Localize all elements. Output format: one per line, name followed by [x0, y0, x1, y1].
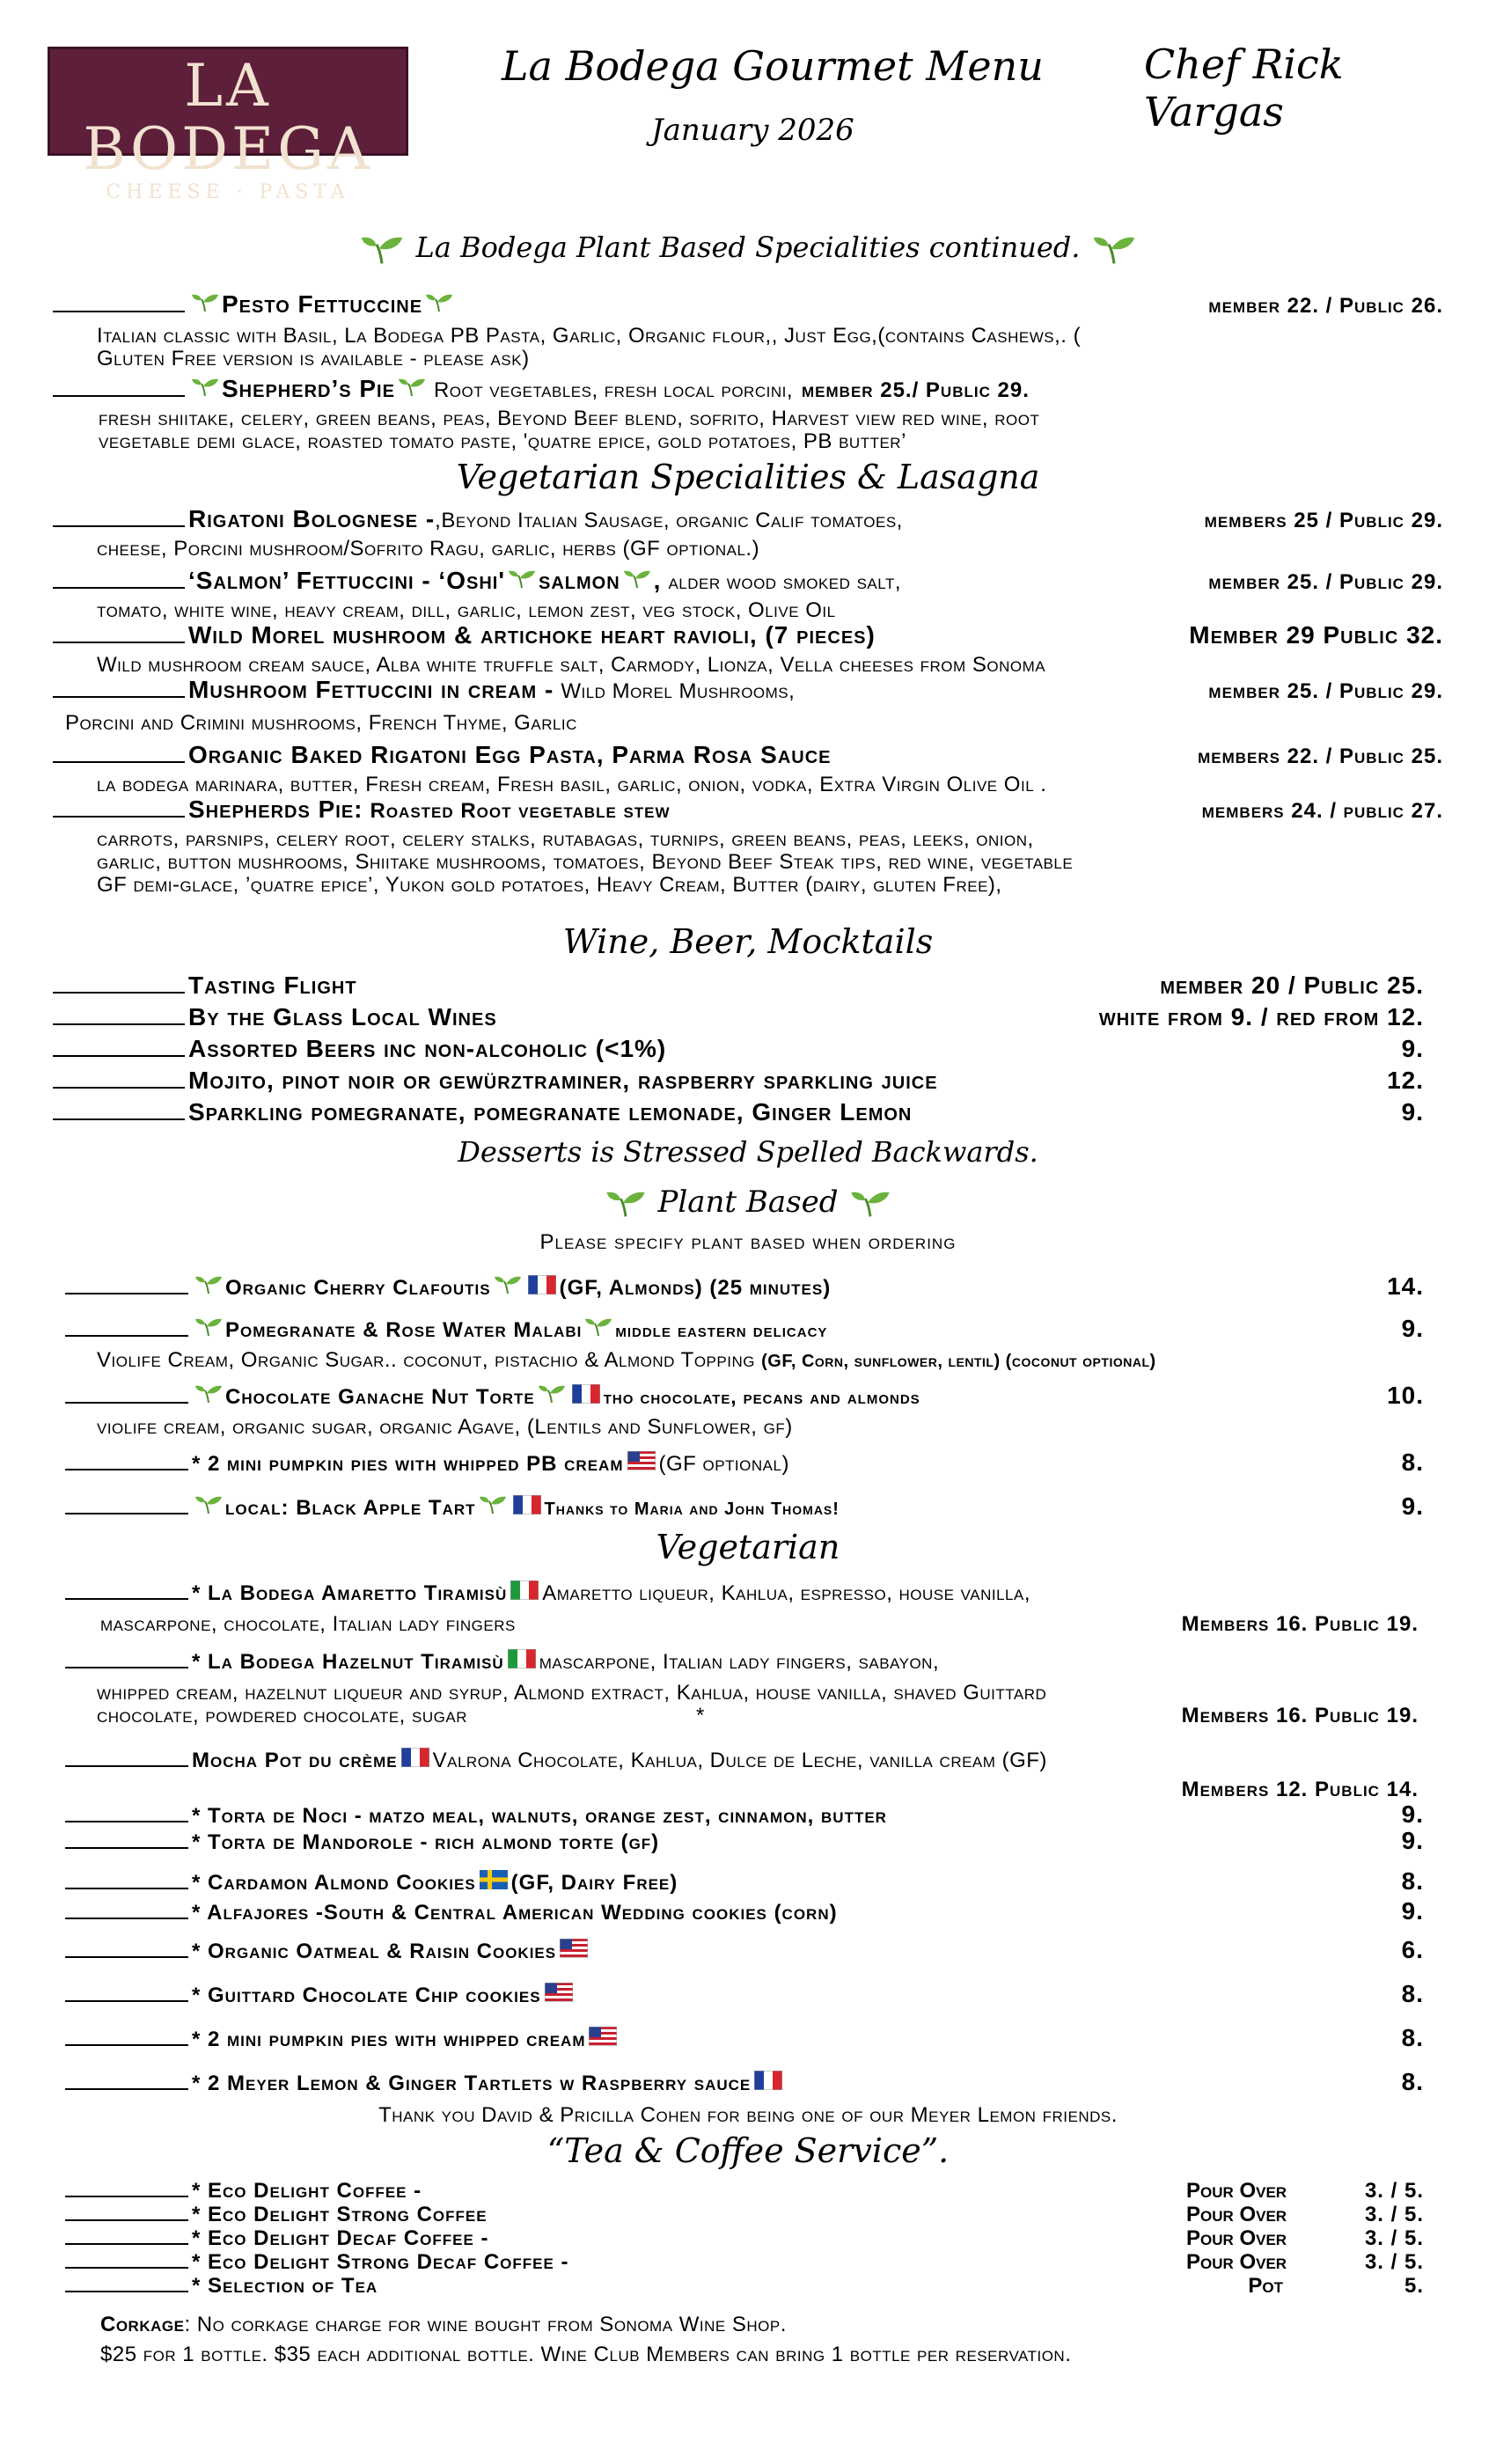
sprout-icon: [194, 1275, 223, 1294]
item-price: members 24. / public 27.: [1201, 799, 1443, 823]
menu-item-tasting-flight: [53, 972, 1443, 1000]
section-veg-lasagna: Vegetarian Specialities & Lasagna: [456, 458, 1040, 496]
order-blank[interactable]: [65, 1956, 188, 1958]
item-name: Chocolate Ganache Nut Torte: [225, 1385, 535, 1409]
menu-item-mojito: [53, 1067, 1443, 1095]
item-service: Pot: [1248, 2274, 1283, 2298]
item-service: Pour Over: [1186, 2250, 1287, 2274]
sprout-icon: [360, 235, 404, 265]
section-tea-coffee: “Tea & Coffee Service”.: [546, 2131, 950, 2170]
item-price: 12.: [1387, 1067, 1424, 1094]
menu-item-eco-coffee: [65, 2179, 1443, 2204]
item-description: mascarpone, chocolate, Italian lady fingers: [100, 1612, 516, 1636]
item-note: (GF, Dairy Free): [510, 1871, 678, 1895]
corkage-line-2: $25 for 1 bottle. $35 each additional bottle. Wine Club Members can bring 1 bottle per reservation.: [100, 2343, 1072, 2366]
menu-item-baked-rigatoni: [53, 741, 1443, 769]
menu-item-chocolate-chip-cookies: [65, 1980, 1443, 2008]
order-blank[interactable]: [65, 1667, 188, 1668]
item-price: 9.: [1401, 1897, 1424, 1925]
item-name: local: Black Apple Tart: [225, 1496, 476, 1520]
item-price: Members 16. Public 19.: [1181, 1612, 1419, 1636]
item-inline-desc: ,Beyond Italian Sausage, organic Calif tomatoes,: [435, 509, 903, 532]
sprout-icon: [584, 1317, 612, 1337]
order-blank[interactable]: [53, 1023, 185, 1025]
order-blank[interactable]: [65, 1918, 188, 1919]
item-description: garlic, button mushrooms, Shiitake mushrooms, tomatoes, Beyond Beef Steak tips, red wine, vegetable: [97, 850, 1074, 874]
sprout-icon: [194, 1495, 223, 1514]
item-price: Member 29 Public 32.: [1189, 621, 1443, 649]
item-description: Italian classic with Basil, La Bodega PB Pasta, Garlic, Organic flour,, Just Egg,(contains Cashews,. (: [97, 324, 1082, 348]
item-price: Members 16. Public 19.: [1181, 1704, 1419, 1727]
item-name: Mojito, pinot noir or gewürztraminer, raspberry sparkling juice: [188, 1067, 938, 1094]
menu-item-cardamon-cookies: [65, 1867, 1443, 1896]
item-service: Pour Over: [1186, 2226, 1287, 2250]
item-name: * Eco Delight Strong Coffee: [192, 2203, 488, 2226]
item-name: * 2 mini pumpkin pies with whipped cream: [192, 2028, 586, 2051]
usa-flag-icon: [560, 1939, 588, 1958]
usa-flag-icon: [545, 1983, 573, 2002]
order-blank[interactable]: [65, 2243, 188, 2245]
item-description: whipped cream, hazelnut liqueur and syrup, Almond extract, Kahlua, house vanilla, shaved Guittard: [97, 1681, 1047, 1705]
section-pb-continued: [0, 231, 1496, 265]
item-price: 6.: [1401, 1936, 1424, 1963]
order-blank[interactable]: [65, 1821, 188, 1822]
sprout-icon: [850, 1190, 891, 1218]
order-blank[interactable]: [53, 642, 185, 643]
order-blank[interactable]: [65, 1293, 188, 1294]
menu-title: La Bodega Gourmet Menu: [502, 42, 1044, 90]
order-blank[interactable]: [65, 2088, 188, 2090]
menu-item-torta-mandorole: [65, 1827, 1443, 1855]
italy-flag-icon: [508, 1649, 536, 1668]
menu-item-eco-strong-coffee: [65, 2203, 1443, 2227]
sprout-icon: [425, 293, 453, 312]
item-name: Shepherd’s Pie: [222, 375, 395, 402]
item-name: * Alfajores -South & Central American Wedding cookies (corn): [192, 1901, 838, 1925]
menu-item-pesto-fettuccine: [53, 290, 1443, 319]
item-name: * Organic Oatmeal & Raisin Cookies: [192, 1940, 557, 1963]
usa-flag-icon: [627, 1451, 656, 1470]
menu-item-eco-strong-decaf: [65, 2250, 1443, 2275]
france-flag-icon: [572, 1384, 600, 1404]
item-price: 10.: [1387, 1382, 1424, 1409]
section-vegetarian: Vegetarian: [656, 1528, 840, 1566]
order-blank[interactable]: [53, 761, 185, 763]
item-name: Sparkling pomegranate, pomegranate lemonade, Ginger Lemon: [188, 1098, 913, 1126]
chef-name: Chef Rick Vargas: [1144, 40, 1344, 136]
menu-item-oatmeal-cookies: [65, 1936, 1443, 1964]
item-price: 9.: [1401, 1800, 1424, 1828]
usa-flag-icon: [589, 2027, 617, 2046]
item-name: * Guittard Chocolate Chip cookies: [192, 1984, 541, 2007]
menu-item-meyer-lemon-tartlets: [65, 2068, 1443, 2096]
item-note: tho chocolate, pecans and almonds: [603, 1386, 920, 1408]
order-blank[interactable]: [65, 2000, 188, 2002]
menu-item-salmon-fettuccini: [53, 567, 1443, 595]
france-flag-icon: [513, 1495, 541, 1514]
item-inline-desc: Valrona Chocolate, Kahlua, Dulce de Leche, vanilla cream (GF): [432, 1749, 1047, 1772]
item-price: 8.: [1401, 2024, 1424, 2051]
item-price: 3. / 5.: [1364, 2250, 1424, 2274]
item-name: ‘Salmon’ Fettuccini - ‘Oshi': [188, 567, 505, 594]
item-description-row: [97, 1704, 1419, 1728]
item-price: member 25./ Public 29.: [802, 378, 1030, 402]
menu-item-ganache-torte: [65, 1382, 1443, 1410]
item-price: member 25. / Public 29.: [1208, 570, 1443, 594]
order-blank[interactable]: [65, 2044, 188, 2046]
item-name: * Torta de Mandorole - rich almond torte (gf): [192, 1830, 660, 1854]
item-name: * 2 Meyer Lemon & Ginger Tartlets w Raspberry sauce: [192, 2072, 752, 2095]
item-name: * La Bodega Amaretto Tiramisù: [192, 1581, 508, 1605]
sprout-icon: [194, 1384, 223, 1404]
menu-item-glass-wines: [53, 1003, 1443, 1031]
menu-item-hazelnut-tiramisu: [65, 1649, 1443, 1675]
item-name: * Selection of Tea: [192, 2274, 378, 2298]
item-price-row: [65, 1778, 1419, 1802]
sprout-icon: [191, 378, 219, 397]
menu-item-beers: [53, 1035, 1443, 1063]
item-inline-desc: Amaretto liqueur, Kahlua, espresso, house vanilla,: [542, 1581, 1030, 1605]
order-blank[interactable]: [65, 2267, 188, 2269]
order-blank[interactable]: [65, 1469, 188, 1470]
order-blank[interactable]: [53, 311, 185, 312]
item-name: * La Bodega Hazelnut Tiramisù: [192, 1650, 504, 1674]
sprout-icon: [538, 1384, 566, 1404]
item-price: 3. / 5.: [1364, 2203, 1424, 2226]
item-name: Pomegranate & Rose Water Malabi: [225, 1318, 583, 1342]
section-plant-based: [0, 1184, 1496, 1220]
corkage-label: Corkage: [100, 2313, 185, 2336]
item-note: *: [695, 1704, 705, 1727]
item-name: Rigatoni Bolognese -: [188, 505, 436, 532]
menu-item-shepherds-pie: [53, 796, 1443, 824]
item-price: 9.: [1401, 1035, 1424, 1062]
item-price: 9.: [1401, 1098, 1424, 1126]
item-name: Mushroom Fettuccini in cream -: [188, 676, 554, 703]
item-service: Pour Over: [1186, 2179, 1287, 2203]
sprout-icon: [605, 1190, 646, 1218]
item-description: chocolate, powdered chocolate, sugar: [97, 1704, 467, 1727]
item-name: * Torta de Noci - matzo meal, walnuts, orange zest, cinnamon, butter: [192, 1804, 887, 1828]
logo-name: LA BODEGA: [83, 52, 373, 183]
item-inline-desc: mascarpone, Italian lady fingers, sabayon,: [539, 1650, 940, 1674]
sprout-icon: [194, 1317, 223, 1337]
france-flag-icon: [754, 2071, 782, 2090]
menu-item-shepherds-pie-pb: [53, 375, 1443, 403]
item-description: Gluten Free version is available - please ask): [97, 347, 530, 370]
item-description: Porcini and Crimini mushrooms, French Thyme, Garlic: [65, 711, 577, 735]
menu-item-mushroom-fettuccini: [53, 676, 1443, 704]
order-blank[interactable]: [53, 1118, 185, 1120]
logo-subtitle: CHEESE · PASTA: [106, 181, 350, 203]
item-price: 8.: [1401, 2068, 1424, 2095]
sprout-icon: [494, 1275, 522, 1294]
item-name: Organic Cherry Clafoutis: [225, 1276, 491, 1300]
item-description: violife cream, organic sugar, organic Agave, (Lentils and Sunflower, gf): [97, 1415, 793, 1439]
menu-item-eco-decaf-coffee: [65, 2226, 1443, 2251]
section-title: Plant Based: [657, 1184, 839, 1220]
order-blank[interactable]: [65, 1402, 188, 1404]
menu-item-torta-noci: [65, 1800, 1443, 1829]
item-price: 8.: [1401, 1448, 1424, 1476]
item-name-part: ,: [653, 567, 662, 594]
item-price: member 25. / Public 29.: [1208, 679, 1443, 703]
item-name: Mocha Pot du crème: [192, 1749, 398, 1772]
item-note: (GF, Almonds) (25 minutes): [559, 1276, 832, 1300]
sweden-flag-icon: [480, 1870, 508, 1889]
item-inline-desc: Roasted Root vegetable stew: [370, 799, 671, 823]
italy-flag-icon: [510, 1580, 539, 1600]
item-description: la bodega marinara, butter, Fresh cream, Fresh basil, garlic, onion, vodka, Extra Virgin Olive Oil .: [97, 773, 1047, 796]
menu-item-wild-morel-ravioli: [53, 621, 1443, 649]
sprout-icon: [479, 1495, 507, 1514]
france-flag-icon: [528, 1275, 556, 1294]
item-description: [97, 1348, 1443, 1373]
order-blank[interactable]: [53, 525, 185, 527]
sprout-icon: [508, 569, 536, 589]
item-service: Pour Over: [1186, 2203, 1287, 2226]
order-blank[interactable]: [53, 1087, 185, 1089]
section-wine-beer: Wine, Beer, Mocktails: [562, 922, 934, 961]
order-blank[interactable]: [53, 587, 185, 589]
item-description-row: [100, 1612, 1419, 1637]
sprout-icon: [1092, 235, 1136, 265]
item-name: * Eco Delight Coffee -: [192, 2179, 422, 2203]
item-price: 14.: [1387, 1272, 1424, 1300]
item-name: Tasting Flight: [188, 972, 357, 999]
section-title: La Bodega Plant Based Specialities continued.: [415, 231, 1081, 264]
order-blank[interactable]: [53, 992, 185, 994]
menu-item-sparkling: [53, 1098, 1443, 1126]
order-blank[interactable]: [65, 1888, 188, 1889]
order-blank[interactable]: [53, 696, 185, 698]
item-price: member 22. / Public 26.: [1208, 294, 1443, 318]
item-description: vegetable demi glace, roasted tomato paste, 'quatre epice, gold potatoes, PB butter’: [99, 429, 906, 453]
item-price: 8.: [1401, 1980, 1424, 2007]
item-price: member 20 / Public 25.: [1160, 972, 1424, 999]
item-allergens: (GF, Corn, sunflower, lentil) (coconut optional): [761, 1352, 1156, 1371]
item-note: Thanks to Maria and John Thomas!: [544, 1500, 840, 1519]
item-price: 8.: [1401, 1867, 1424, 1895]
order-blank[interactable]: [53, 1055, 185, 1057]
meyer-lemon-thanks: Thank you David & Pricilla Cohen for being one of our Meyer Lemon friends.: [378, 2103, 1118, 2127]
menu-item-alfajores: [65, 1897, 1443, 1925]
item-name: Wild Morel mushroom & artichoke heart ravioli, (7 pieces): [188, 621, 876, 649]
item-note: middle eastern delicacy: [615, 1319, 828, 1341]
item-name: Organic Baked Rigatoni Egg Pasta, Parma Rosa Sauce: [188, 741, 832, 768]
item-name: Shepherds Pie:: [188, 796, 363, 823]
section-desserts: Desserts is Stressed Spelled Backwards.: [458, 1135, 1038, 1169]
sprout-icon: [191, 293, 219, 312]
item-price: members 22. / Public 25.: [1198, 744, 1443, 768]
order-blank[interactable]: [65, 1513, 188, 1514]
menu-item-selection-tea: [65, 2274, 1443, 2299]
menu-item-cherry-clafoutis: [65, 1272, 1443, 1301]
item-price: 9.: [1401, 1315, 1424, 1342]
item-description: Wild mushroom cream sauce, Alba white truffle salt, Carmody, Lionza, Vella cheeses from Sonoma: [97, 653, 1046, 677]
item-price: 9.: [1401, 1827, 1424, 1854]
order-blank[interactable]: [65, 2291, 188, 2292]
item-price: Members 12. Public 14.: [1181, 1778, 1419, 1801]
item-name: Pesto Fettuccine: [222, 290, 423, 318]
order-blank[interactable]: [65, 1765, 188, 1767]
corkage-text: : No corkage charge for wine bought from Sonoma Wine Shop.: [184, 2313, 787, 2336]
item-inline-desc: alder wood smoked salt,: [668, 570, 902, 594]
item-inline-desc: Wild Morel Mushrooms,: [561, 679, 796, 703]
item-name-part: salmon: [539, 567, 620, 594]
order-blank[interactable]: [65, 2196, 188, 2197]
sprout-icon: [623, 569, 651, 589]
item-name: * 2 mini pumpkin pies with whipped PB cream: [192, 1452, 624, 1476]
item-name: * Eco Delight Decaf Coffee -: [192, 2226, 489, 2250]
item-price: 5.: [1404, 2274, 1424, 2298]
item-name: By the Glass Local Wines: [188, 1003, 497, 1030]
plant-based-note: Please specify plant based when ordering: [539, 1230, 957, 1254]
france-flag-icon: [401, 1748, 429, 1767]
item-description: carrots, parsnips, celery root, celery stalks, rutabagas, turnips, green beans, peas, leeks, onion,: [97, 827, 1034, 851]
menu-item-pumpkin-pies: [65, 2024, 1443, 2052]
corkage-line-1: [100, 2313, 1443, 2337]
item-price: members 25 / Public 29.: [1204, 509, 1443, 532]
menu-item-pumpkin-pies-pb: [65, 1448, 1443, 1477]
item-name: Assorted Beers inc non-alcoholic (<1%): [188, 1035, 667, 1062]
order-blank[interactable]: [65, 1598, 188, 1600]
item-description-text: Violife Cream, Organic Sugar.. coconut, pistachio & Almond Topping: [97, 1348, 755, 1372]
item-name: * Cardamon Almond Cookies: [192, 1871, 476, 1895]
item-description: GF demi-glace, ’quatre epice’, Yukon gold potatoes, Heavy Cream, Butter (dairy, gluten Free),: [97, 873, 1002, 897]
item-price: 3. / 5.: [1364, 2226, 1424, 2250]
menu-item-amaretto-tiramisu: [65, 1580, 1443, 1606]
sprout-icon: [398, 378, 426, 397]
order-blank[interactable]: [53, 395, 185, 397]
item-name: * Eco Delight Strong Decaf Coffee -: [192, 2250, 569, 2274]
order-blank[interactable]: [65, 1335, 188, 1337]
item-price: 3. / 5.: [1364, 2179, 1424, 2203]
item-price: 9.: [1401, 1492, 1424, 1520]
menu-item-black-apple-tart: [65, 1492, 1443, 1521]
item-note: (GF optional): [658, 1452, 789, 1476]
item-description: tomato, white wine, heavy cream, dill, garlic, lemon zest, veg stock, Olive Oil: [97, 598, 836, 622]
order-blank[interactable]: [53, 816, 185, 818]
item-description: cheese, Porcini mushroom/Sofrito Ragu, garlic, herbs (GF optional.): [97, 537, 760, 561]
menu-item-mocha-pot: [65, 1748, 1443, 1773]
item-price: white from 9. / red from 12.: [1098, 1003, 1424, 1030]
menu-item-rigatoni-bolognese: [53, 505, 1443, 533]
logo: [48, 47, 408, 203]
menu-item-malabi: [65, 1315, 1443, 1343]
item-inline-desc: Root vegetables, fresh local porcini,: [433, 378, 793, 402]
item-description: fresh shiitake, celery, green beans, peas, Beyond Beef blend, sofrito, Harvest view red wine, root: [99, 407, 1040, 430]
order-blank[interactable]: [65, 2219, 188, 2221]
menu-date: January 2026: [651, 113, 854, 148]
order-blank[interactable]: [65, 1847, 188, 1849]
